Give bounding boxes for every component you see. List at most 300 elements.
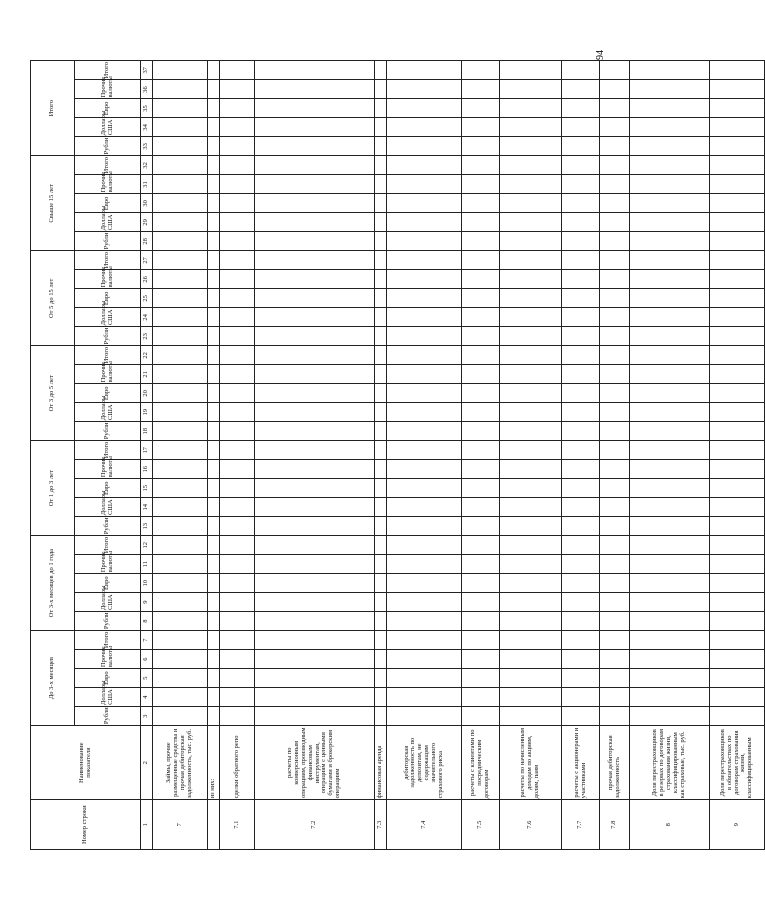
value-cell [387,403,462,422]
value-cell [600,80,630,99]
value-cell [375,346,387,365]
value-cell [387,61,462,80]
value-cell [220,536,255,555]
row-name: сделки обратного репо [220,726,255,800]
value-cell [375,289,387,308]
value-cell [710,669,765,688]
value-cell [630,365,710,384]
value-cell [600,61,630,80]
value-cell [630,270,710,289]
header-group: До 3-х месяцев [31,631,75,726]
value-cell [255,612,375,631]
value-cell [375,441,387,460]
value-cell [153,593,208,612]
value-cell [375,270,387,289]
value-cell [600,137,630,156]
table-row [220,61,255,850]
value-cell [387,175,462,194]
value-cell [153,194,208,213]
row-number: 7.8 [600,800,630,850]
row-number [208,800,220,850]
value-cell [220,498,255,517]
value-cell [153,555,208,574]
column-index: 32 [141,156,153,175]
value-cell [387,213,462,232]
value-cell [562,631,600,650]
value-cell [630,118,710,137]
header-currency: Евро [75,384,141,403]
value-cell [462,441,500,460]
value-cell [255,403,375,422]
value-cell [220,346,255,365]
value-cell [375,175,387,194]
column-index: 19 [141,403,153,422]
value-cell [500,517,562,536]
value-cell [208,213,220,232]
value-cell [500,289,562,308]
row-number: 7 [153,800,208,850]
value-cell [600,213,630,232]
value-cell [600,194,630,213]
table-row [208,61,220,850]
value-cell [220,574,255,593]
maturity-table [30,60,765,850]
value-cell [500,270,562,289]
value-cell [220,156,255,175]
value-cell [710,612,765,631]
value-cell [462,118,500,137]
value-cell [630,593,710,612]
header-group: От 1 до 3 лет [31,441,75,536]
value-cell [630,669,710,688]
value-cell [462,498,500,517]
value-cell [153,232,208,251]
column-index: 17 [141,441,153,460]
column-index: 1 [141,800,153,850]
value-cell [710,156,765,175]
value-cell [387,156,462,175]
value-cell [220,175,255,194]
page-number: 94 [595,50,606,60]
value-cell [710,536,765,555]
row-number: 7.2 [255,800,375,850]
value-cell [255,270,375,289]
value-cell [255,251,375,270]
value-cell [562,555,600,574]
value-cell [562,213,600,232]
table-row [630,61,710,850]
value-cell [500,232,562,251]
value-cell [600,308,630,327]
value-cell [375,422,387,441]
value-cell [220,118,255,137]
value-cell [562,327,600,346]
value-cell [562,688,600,707]
value-cell [600,251,630,270]
value-cell [462,688,500,707]
value-cell [208,479,220,498]
header-row-groups [31,61,75,850]
value-cell [710,688,765,707]
value-cell [387,194,462,213]
value-cell [600,384,630,403]
column-index: 34 [141,118,153,137]
value-cell [255,327,375,346]
value-cell [600,422,630,441]
value-cell [220,327,255,346]
value-cell [630,650,710,669]
column-index: 31 [141,175,153,194]
header-currency: Прочие валюты [75,270,141,289]
value-cell [600,403,630,422]
value-cell [153,80,208,99]
value-cell [208,365,220,384]
value-cell [375,61,387,80]
value-cell [710,213,765,232]
row-name: расчеты по начисленным доходам по акциям, долям, паям [500,726,562,800]
value-cell [387,517,462,536]
value-cell [220,194,255,213]
column-index: 22 [141,346,153,365]
value-cell [710,99,765,118]
value-cell [387,422,462,441]
header-currency: Рубли [75,612,141,631]
table-row [710,61,765,850]
value-cell [387,479,462,498]
value-cell [255,422,375,441]
value-cell [462,346,500,365]
column-index: 14 [141,498,153,517]
value-cell [630,536,710,555]
value-cell [562,289,600,308]
value-cell [500,194,562,213]
value-cell [153,574,208,593]
value-cell [630,631,710,650]
value-cell [208,118,220,137]
header-currency: Прочие валюты [75,555,141,574]
value-cell [387,365,462,384]
value-cell [462,707,500,726]
value-cell [500,80,562,99]
column-index: 12 [141,536,153,555]
value-cell [387,498,462,517]
value-cell [562,118,600,137]
value-cell [630,498,710,517]
table-row [255,61,375,850]
column-index: 28 [141,232,153,251]
value-cell [153,707,208,726]
value-cell [375,555,387,574]
value-cell [710,441,765,460]
value-cell [220,517,255,536]
header-currency: Прочие валюты [75,175,141,194]
value-cell [500,99,562,118]
value-cell [710,61,765,80]
value-cell [600,612,630,631]
value-cell [375,118,387,137]
value-cell [600,99,630,118]
value-cell [208,251,220,270]
value-cell [630,555,710,574]
value-cell [462,137,500,156]
value-cell [208,536,220,555]
value-cell [255,707,375,726]
value-cell [153,669,208,688]
column-index: 4 [141,688,153,707]
value-cell [600,460,630,479]
value-cell [562,61,600,80]
value-cell [630,574,710,593]
value-cell [208,99,220,118]
value-cell [462,479,500,498]
column-index: 13 [141,517,153,536]
header-currency: Доллары США [75,498,141,517]
value-cell [255,650,375,669]
value-cell [562,612,600,631]
value-cell [255,175,375,194]
header-currency: Доллары США [75,213,141,232]
value-cell [208,460,220,479]
value-cell [630,61,710,80]
value-cell [562,669,600,688]
value-cell [220,232,255,251]
value-cell [600,156,630,175]
value-cell [375,365,387,384]
value-cell [255,80,375,99]
value-cell [375,650,387,669]
column-index: 18 [141,422,153,441]
value-cell [710,479,765,498]
value-cell [500,536,562,555]
table-row [375,61,387,850]
column-index: 2 [141,726,153,800]
value-cell [462,175,500,194]
value-cell [153,650,208,669]
value-cell [255,99,375,118]
value-cell [562,308,600,327]
header-currency: Рубли [75,517,141,536]
value-cell [562,536,600,555]
value-cell [562,137,600,156]
value-cell [562,80,600,99]
value-cell [500,422,562,441]
table-row [462,61,500,850]
header-currency: Итого [75,346,141,365]
value-cell [208,555,220,574]
value-cell [220,270,255,289]
header-row-number: Номер строки [31,800,141,850]
value-cell [375,403,387,422]
value-cell [153,118,208,137]
value-cell [387,612,462,631]
header-currency: Итого [75,631,141,650]
value-cell [600,498,630,517]
value-cell [500,441,562,460]
value-cell [630,688,710,707]
value-cell [462,156,500,175]
value-cell [255,631,375,650]
value-cell [208,574,220,593]
value-cell [500,61,562,80]
column-index: 6 [141,650,153,669]
value-cell [562,251,600,270]
value-cell [562,517,600,536]
row-number: 7.6 [500,800,562,850]
value-cell [255,61,375,80]
value-cell [255,289,375,308]
value-cell [255,384,375,403]
value-cell [375,384,387,403]
value-cell [208,441,220,460]
value-cell [462,669,500,688]
value-cell [255,441,375,460]
value-cell [462,650,500,669]
value-cell [710,327,765,346]
row-number: 7.3 [375,800,387,850]
header-currency: Рубли [75,327,141,346]
value-cell [220,99,255,118]
value-cell [562,232,600,251]
value-cell [710,422,765,441]
value-cell [208,498,220,517]
value-cell [387,460,462,479]
value-cell [375,194,387,213]
value-cell [600,517,630,536]
value-cell [462,384,500,403]
value-cell [630,403,710,422]
value-cell [153,137,208,156]
value-cell [562,175,600,194]
value-cell [462,232,500,251]
value-cell [387,270,462,289]
value-cell [710,365,765,384]
value-cell [710,346,765,365]
row-name: Доля перестраховщиков в резервах по договорам страхования жизни, классифицированным как страховые, тыс. руб. [630,726,710,800]
row-number: 7.1 [220,800,255,850]
value-cell [710,289,765,308]
value-cell [562,194,600,213]
value-cell [600,118,630,137]
rotated-page [30,0,754,850]
column-index: 30 [141,194,153,213]
row-number: 8 [630,800,710,850]
value-cell [220,251,255,270]
value-cell [153,422,208,441]
column-index: 27 [141,251,153,270]
value-cell [220,688,255,707]
header-group: От 5 до 15 лет [31,251,75,346]
value-cell [387,289,462,308]
column-index: 21 [141,365,153,384]
value-cell [500,612,562,631]
value-cell [500,118,562,137]
value-cell [255,574,375,593]
value-cell [462,460,500,479]
value-cell [208,156,220,175]
value-cell [255,346,375,365]
value-cell [630,517,710,536]
value-cell [387,308,462,327]
value-cell [562,384,600,403]
value-cell [255,118,375,137]
value-cell [255,536,375,555]
row-name: финансовая аренда [375,726,387,800]
column-index: 35 [141,99,153,118]
value-cell [153,270,208,289]
value-cell [462,365,500,384]
value-cell [153,99,208,118]
value-cell [208,175,220,194]
header-currency: Доллары США [75,593,141,612]
value-cell [153,536,208,555]
table-row [387,61,462,850]
row-name: Займы, прочие размещенные средства и прочая дебиторская задолженность, тыс. руб. [153,726,208,800]
value-cell [375,251,387,270]
value-cell [562,422,600,441]
value-cell [208,669,220,688]
value-cell [630,194,710,213]
column-index: 10 [141,574,153,593]
value-cell [208,137,220,156]
value-cell [153,213,208,232]
value-cell [462,536,500,555]
value-cell [153,403,208,422]
row-number: 7.7 [562,800,600,850]
value-cell [220,384,255,403]
value-cell [208,593,220,612]
value-cell [208,631,220,650]
header-currency: Рубли [75,422,141,441]
header-currency: Доллары США [75,688,141,707]
value-cell [500,650,562,669]
value-cell [220,631,255,650]
header-currency: Евро [75,669,141,688]
row-name: расчеты с акционерами и участниками [562,726,600,800]
row-number: 7.4 [387,800,462,850]
header-currency: Евро [75,479,141,498]
value-cell [600,289,630,308]
value-cell [710,460,765,479]
value-cell [387,251,462,270]
value-cell [500,479,562,498]
value-cell [710,137,765,156]
header-currency: Итого [75,536,141,555]
value-cell [208,270,220,289]
value-cell [462,612,500,631]
column-index: 7 [141,631,153,650]
value-cell [387,650,462,669]
column-index: 33 [141,137,153,156]
value-cell [710,118,765,137]
row-name: из них: [208,726,220,800]
value-cell [255,137,375,156]
value-cell [153,384,208,403]
value-cell [562,346,600,365]
value-cell [220,422,255,441]
value-cell [220,669,255,688]
value-cell [600,688,630,707]
value-cell [462,80,500,99]
value-cell [562,365,600,384]
header-currency: Евро [75,289,141,308]
value-cell [375,479,387,498]
value-cell [153,346,208,365]
header-currency: Доллары США [75,403,141,422]
value-cell [220,61,255,80]
value-cell [462,251,500,270]
header-currency: Евро [75,574,141,593]
value-cell [500,251,562,270]
